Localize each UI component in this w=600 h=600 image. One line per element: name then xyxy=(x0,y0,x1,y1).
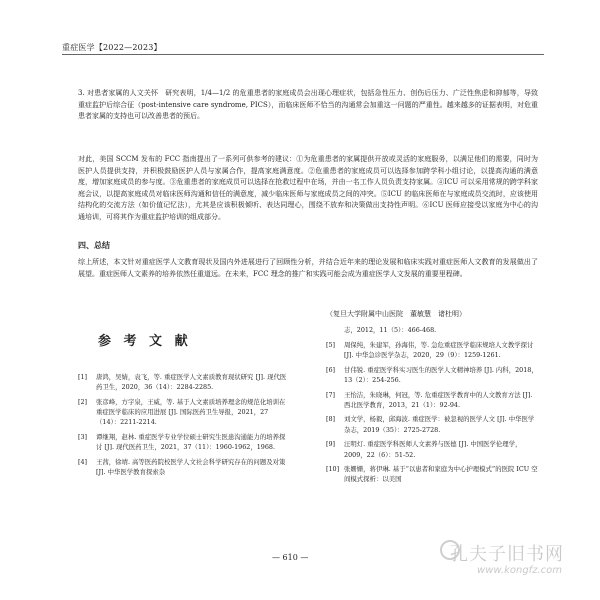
reference-item xyxy=(326,439,540,459)
reference-text: 汪明灯. 重症医学科医师人文素养与医德 [J]. 中国医学伦理学，2009，22（6）：51-52. xyxy=(344,440,522,459)
reference-number: [2] xyxy=(78,397,88,406)
reference-item xyxy=(326,365,540,385)
reference-number: [3] xyxy=(78,433,88,442)
reference-item xyxy=(78,397,290,428)
reference-text: 张彦峰，方宇泉，王威，等. 基于人文素质培养理念的规范化培训在重症医学临床的应用进展 [J]. 国际医药卫生导报，2021，27（14）：2211-2214. xyxy=(96,397,286,427)
reference-item xyxy=(78,432,290,452)
reference-text: 王怡洁，朱晓琳，何冠，等. 危重症医学教育中的人文教育方法 [J]. 西北医学教育，2013，21（1）：92-94. xyxy=(344,390,533,409)
section-heading-summary: 四、总结 xyxy=(78,241,110,250)
reference-number: [5] xyxy=(326,340,336,349)
reference-text: 刘文学，杨毅，邱海波. 重症医学：被忽视的医学人文 [J]. 中华医学杂志，2019（35）：2725-2728. xyxy=(344,415,535,434)
paragraph-family-care: 3. 对患者家属的人文关怀 研究表明，1/4—1/2 的危重患者的家庭成员会出现心理症状，包括急性压力、创伤后压力、广泛性焦虑和抑郁等，导致重症监护后综合征（post-intensive care syndrome, PICS），而临床医师不恰当的沟通常会加重这一问题的严重性。越来越多的证据表明，对危重患者家属的支持也可以改善患者的预后。 xyxy=(78,89,538,120)
header-rule xyxy=(62,54,544,55)
watermark-url: www.kongfz.com xyxy=(477,565,562,576)
references-left-column xyxy=(78,372,290,482)
reference-text: 唐鸿，吴婧，袁飞，等. 重症医学人文素质教育现状研究 [J]. 现代医药卫生，2020，36（14）：2284-2285. xyxy=(96,373,287,392)
reference-item xyxy=(78,372,290,392)
watermark-brand: 孔夫子旧书网 xyxy=(450,544,564,565)
reference-continuation: 志，2012，11（5）：466-468. xyxy=(344,326,437,334)
reference-number: [4] xyxy=(78,457,88,466)
running-header: 重症医学【2022—2023】 xyxy=(62,43,162,52)
references-title: 参 考 文 献 xyxy=(98,334,192,349)
references-right-column xyxy=(326,325,540,489)
reference-item xyxy=(326,390,540,410)
reference-number: [7] xyxy=(326,390,336,399)
author-affiliation: （复旦大学附属中山医院 董敏慧 诸杜明） xyxy=(326,310,466,318)
reference-item xyxy=(326,414,540,434)
reference-text: 王茜，徐靖. 高等医药院校医学人文社会科学研究存在的问题及对策 [J]. 中华医学教育探索杂 xyxy=(96,457,286,477)
reference-text: 张姗姗，蒋伊琳. 基于“以患者和家庭为中心护理模式”的医院 ICU 空间模式探析：以美国 xyxy=(344,465,538,484)
reference-number: [8] xyxy=(326,415,336,424)
reference-number: [6] xyxy=(326,365,336,374)
reference-item xyxy=(326,464,540,484)
reference-number: [1] xyxy=(78,373,88,381)
paragraph-summary: 综上所述，本文针对重症医学人文教育现状及国内外进展进行了回顾性分析，并结合近年来的理论发展和临床实践对重症医师人文教育的发展做出了展望。重症医师人文素养的培养依然任重道远。在未来，FCC 理念的推广和实践可能会成为重症医学人文发展的重要里程碑。 xyxy=(78,258,538,278)
reference-text: 谭继翔，赵林. 重症医学专业学位硕士研究生医患沟通能力的培养探讨 [J]. 现代医药卫生，2021，37（11）：1960-1962，1968. xyxy=(96,433,286,452)
reference-number: [10] xyxy=(326,465,340,474)
reference-text: 周保纯，朱建军，孙海伟，等. 急危重症医学临床规培人文教学探讨 [J]. 中华急诊医学杂志，2020，29（9）：1259-1261. xyxy=(344,340,534,359)
reference-text: 甘伟锐. 重症医学科实习医生的医学人文精神培养 [J]. 内科，2018，13（2）：254-256. xyxy=(344,365,538,384)
reference-item xyxy=(78,457,290,477)
reference-item xyxy=(326,340,540,360)
paragraph-fcc-guidelines: 对此，美国 SCCM 发布的 FCC 指南提出了一系列可供参考的建议：①为危重患者的家属提供开放或灵活的家庭服务，以满足他们的需要，同时为医护人员提供支持，并积极鼓励医护人员与家属合作，提高家庭满意度。②危重患者的家庭成员可以选择参加跨学科小组讨论，以提高沟通的满意度，增加家庭成员的参与度。③危重患者的家庭成员可以选择在抢救过程中在场，并由一名工作人员负责支持家属。④ICU 可以采用常规的跨学科家庭会议，以提高家庭成员对临床医师沟通和信任的满意度，减少临床医师与家庭成员之间的冲突。⑤ICU 的临床医师在与家庭成员交流时，应该使用结构化的交流方法（如价值记忆法），尤其是应该积极倾听、表达同理心，围绕不放弃和决策做出支持性声明。⑥ICU 医师应接受以家庭为中心的沟通培训，可将其作为重症监护培训的组成部分。 xyxy=(78,155,538,221)
reference-number: [9] xyxy=(326,440,336,449)
page-number: — 610 — xyxy=(272,553,309,562)
